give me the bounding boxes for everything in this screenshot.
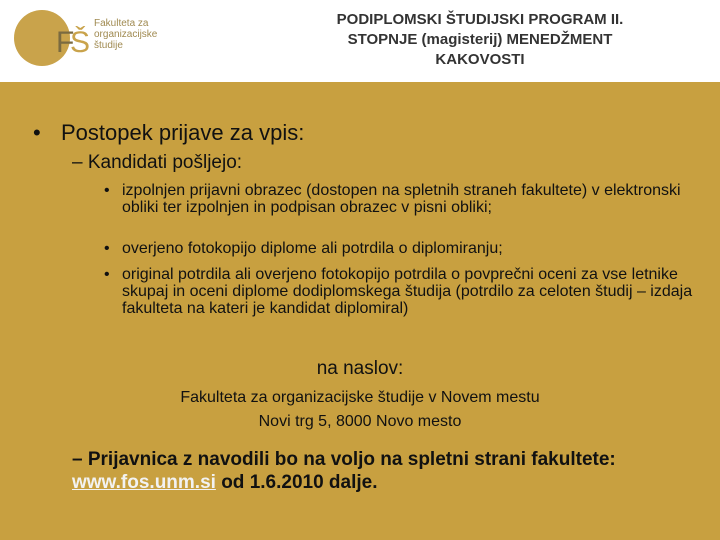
bullet-dot: • — [104, 240, 110, 257]
bullet-dot: • — [104, 182, 110, 199]
logo — [12, 8, 252, 68]
logo-text — [94, 18, 157, 51]
address-line-2: Novi trg 5, 8000 Novo mesto — [258, 413, 462, 430]
logo-text-line-2: organizacijske — [94, 29, 158, 40]
svg-text:F: F — [56, 26, 75, 59]
bullet-text-2: overjeno fotokopijo diplome ali potrdila o diplomiranju; — [122, 240, 503, 257]
final-note — [72, 448, 692, 494]
final-prefix: – Prijavnica z navodili bo na voljo na spletni strani fakultete: — [72, 449, 616, 470]
address-label: na naslov: — [316, 358, 404, 379]
address-lines — [0, 386, 720, 434]
address-line-1: Fakulteta za organizacijske študije v Novem mestu — [180, 389, 540, 406]
final-suffix: od 1.6.2010 dalje. — [215, 472, 378, 493]
logo-text-line-3: študije — [94, 40, 123, 51]
level1-text: Postopek prijave za vpis: — [61, 120, 305, 145]
bullet-text-3: original potrdila ali overjeno fotokopijo potrdila o povprečni oceni za vse letnike skupaj in oceni diplome dodiplomskega študija (potrdilo za celoten študij – izdaja fakulteta na kateri je kandidat diplomiral) — [122, 266, 693, 317]
logo-text-line-1: Fakulteta za — [94, 18, 149, 29]
fos-logo-mark — [12, 8, 92, 68]
level2-text: – Kandidati pošljejo: — [72, 152, 243, 173]
title-line-3: KAKOVOSTI — [435, 51, 525, 68]
bullet-text-1: izpolnjen prijavni obrazec (dostopen na spletnih straneh fakultete) v elektronski obliki ter izpolnjen in podpisan obrazec v pisni obliki; — [122, 182, 681, 216]
svg-text:Š: Š — [70, 26, 91, 59]
bullet-dot: • — [33, 120, 41, 145]
page-title — [260, 10, 700, 70]
faculty-website-link[interactable]: www.fos.unm.si — [72, 472, 216, 493]
slide-content — [0, 82, 720, 540]
title-line-2: STOPNJE (magisterij) MENEDŽMENT — [347, 31, 613, 48]
header — [0, 0, 720, 82]
bullet-dot: • — [104, 266, 110, 283]
title-line-1: PODIPLOMSKI ŠTUDIJSKI PROGRAM II. — [336, 11, 624, 28]
